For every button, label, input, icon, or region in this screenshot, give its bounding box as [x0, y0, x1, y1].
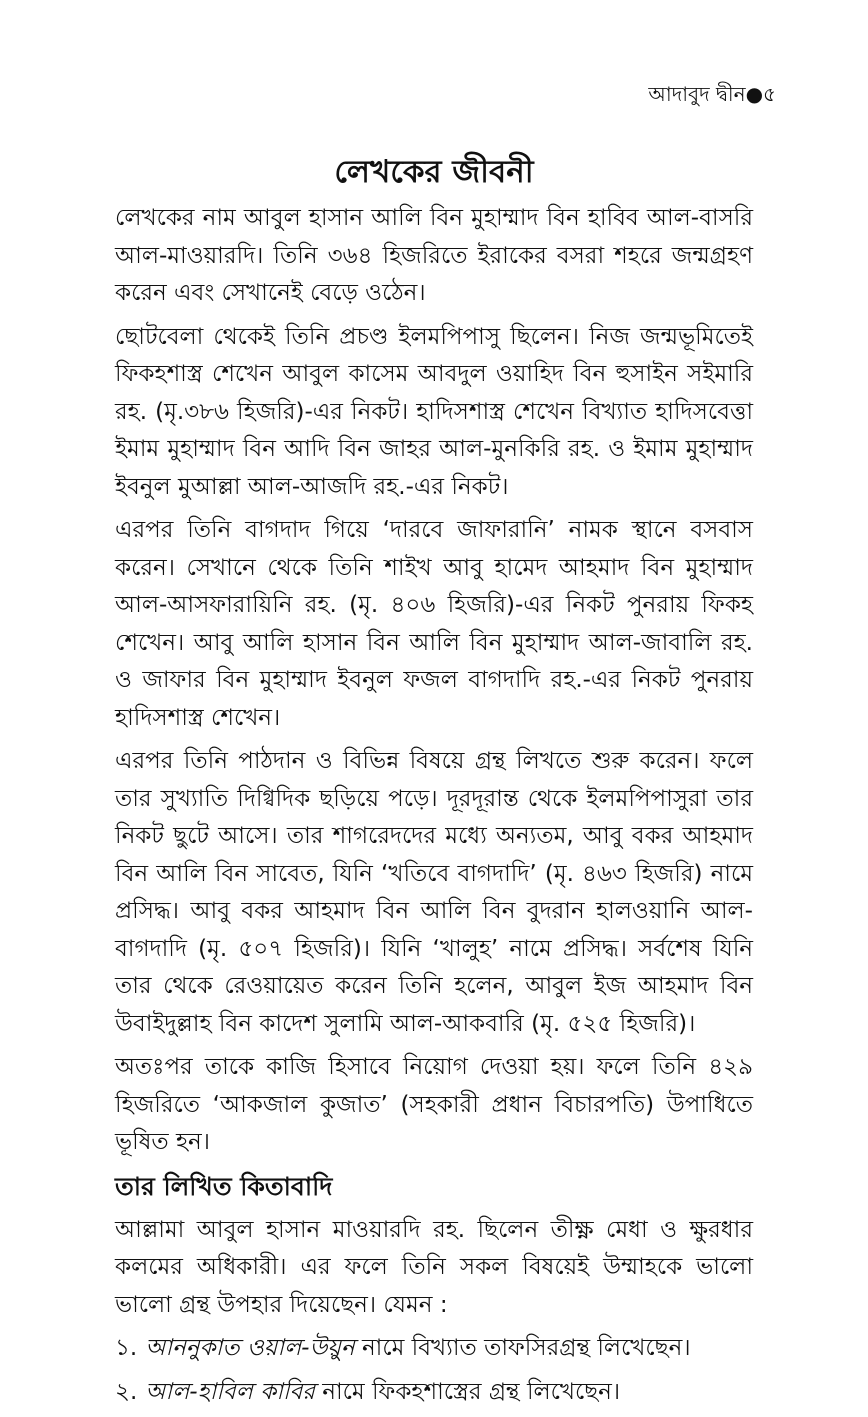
body-text	[115, 200, 753, 1417]
book-title: আল-হাবিল কাবির	[145, 1378, 315, 1405]
paragraph-early-education: ছোটবেলা থেকেই তিনি প্রচণ্ড ইলমপিপাসু ছিলেন। নিজ জন্মভূমিতেই ফিকহশাস্ত্র শেখেন আবুল কাসেম আবদুল ওয়াহিদ বিন হুসাইন সইমারি রহ. (মৃ.৩৮৬ হিজরি)-এর নিকট। হাদিসশাস্ত্র শেখেন বিখ্যাত হাদিসবেত্তা ইমাম মুহাম্মাদ বিন আদি বিন জাহর আল-মুনকিরি রহ. ও ইমাম মুহাম্মাদ ইবনুল মুআল্লা আল-আজদি রহ.-এর নিকট।	[115, 323, 753, 500]
section-heading: তার লিখিত কিতাবাদি	[115, 1171, 333, 1201]
paragraph-judge-appointment: অতঃপর তাকে কাজি হিসাবে নিয়োগ দেওয়া হয়। ফলে তিনি ৪২৯ হিজরিতে ‘আকজাল কুজাত’ (সহকারী প্রধান বিচারপতি) উপাধিতে ভূষিত হন।	[115, 1054, 753, 1155]
list-item	[115, 1330, 753, 1368]
book-description: নামে ফিকহশাস্ত্রের গ্রন্থ লিখেছেন।	[314, 1378, 621, 1405]
paragraph-teaching-students: এরপর তিনি পাঠদান ও বিভিন্ন বিষয়ে গ্রন্থ লিখতে শুরু করেন। ফলে তার সুখ্যাতি দিগ্বিদিক ছড়িয়ে পড়ে। দূরদূরান্ত থেকে ইলমপিপাসুরা তার নিকট ছুটে আসে। তার শাগরেদদের মধ্যে অন্যতম, আবু বকর আহমাদ বিন আলি বিন সাবেত, যিনি ‘খতিবে বাগদাদি’ (মৃ. ৪৬৩ হিজরি) নামে প্রসিদ্ধ। আবু বকর আহমাদ বিন আলি বিন বুদরান হালওয়ানি আল-বাগদাদি (মৃ. ৫০৭ হিজরি)। যিনি ‘খালুহ’ নামে প্রসিদ্ধ। সর্বশেষ যিনি তার থেকে রেওয়ায়েত করেন তিনি হলেন, আবুল ইজ আহমাদ বিন উবাইদুল্লাহ বিন কাদেশ সুলামি আল-আকবারি (মৃ. ৫২৫ হিজরি)।	[115, 748, 753, 1037]
list-number: ২.	[115, 1378, 138, 1405]
paragraph-author-name: লেখকের নাম আবুল হাসান আলি বিন মুহাম্মাদ বিন হাবিব আল-বাসরি আল-মাওয়ারদি। তিনি ৩৬৪ হিজরিতে ইরাকের বসরা শহরে জন্মগ্রহণ করেন এবং সেখানেই বেড়ে ওঠেন।	[115, 205, 753, 306]
paragraph-baghdad-studies: এরপর তিনি বাগদাদ গিয়ে ‘দারবে জাফারানি’ নামক স্থানে বসবাস করেন। সেখানে থেকে তিনি শাইখ আবু হামেদ আহমাদ বিন মুহাম্মাদ আল-আসফারায়িনি রহ. (মৃ. ৪০৬ হিজরি)-এর নিকট পুনরায় ফিকহ শেখেন। আবু আলি হাসান বিন আলি বিন মুহাম্মাদ আল-জাবালি রহ. ও জাফার বিন মুহাম্মাদ ইবনুল ফজল বাগদাদি রহ.-এর নিকট পুনরায় হাদিসশাস্ত্র শেখেন।	[115, 517, 753, 731]
list-number: ১.	[115, 1335, 138, 1361]
running-header: আদাবুদ দ্বীন●৫	[648, 82, 776, 106]
book-description: নামে বিখ্যাত তাফসিরগ্রন্থ লিখেছেন।	[354, 1335, 691, 1361]
list-item	[115, 1374, 753, 1412]
paragraph-books-intro: আল্লামা আবুল হাসান মাওয়ারদি রহ. ছিলেন তীক্ষ্ণ মেধা ও ক্ষুরধার কলমের অধিকারী। এর ফলে তিনি সকল বিষয়েই উম্মাহকে ভালো ভালো গ্রন্থ উপহার দিয়েছেন। যেমন :	[115, 1216, 753, 1318]
chapter-title: লেখকের জীবনী	[334, 154, 534, 190]
book-title: আননুকাত ওয়াল-উয়ুন	[145, 1335, 355, 1361]
